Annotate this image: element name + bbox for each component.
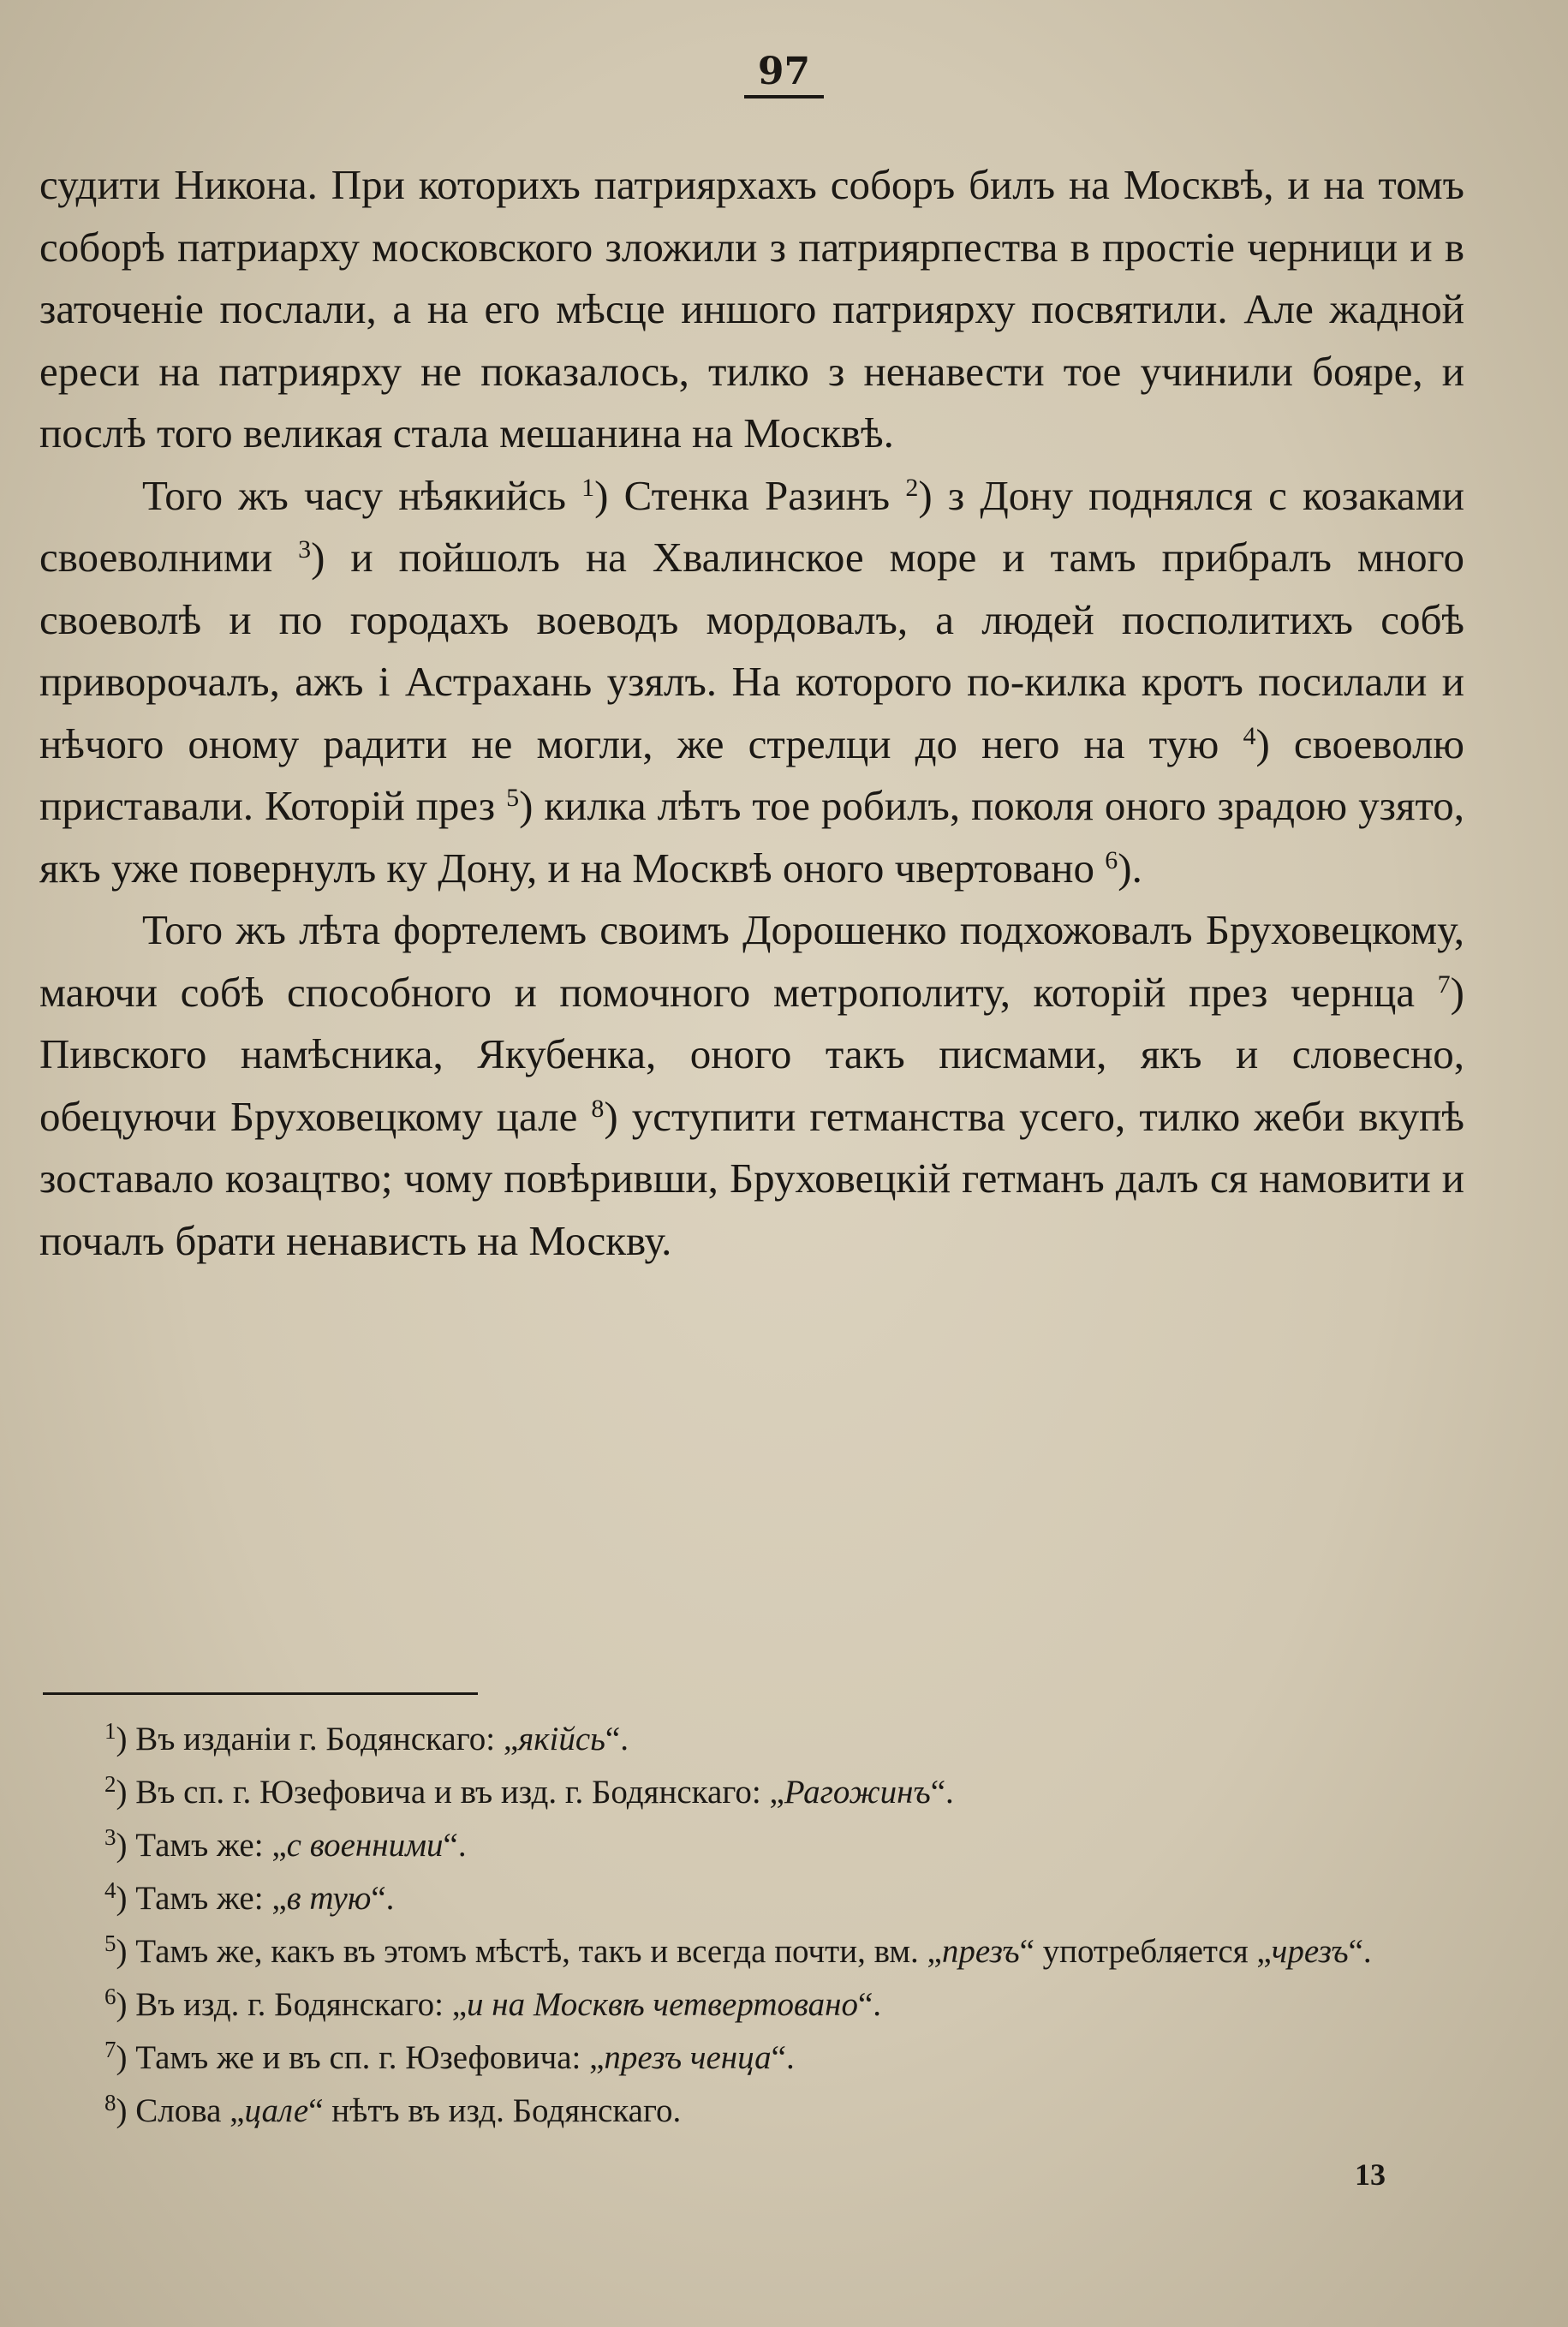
text-run: ) Въ изд. г. Бодянскаго: „: [116, 1986, 467, 2023]
text-run: судити Никона. При которихъ патриярхахъ соборъ билъ на Москвѣ, и на томъ соборѣ патриарху московского зложили з патриярпества в простіе черници и в заточеніе послали, а на его мѣсце иншого патриярху посвятили. Але жадной ереси на патриярху не показалось, тилко з ненавести тое учинили бояре, и послѣ того великая стала мешанина на Москвѣ.: [39, 161, 1464, 456]
footnote: [39, 1872, 1464, 1925]
text-run: Того жъ лѣта фортелемъ своимъ Дорошенко подхожовалъ Бруховецкому, маючи собѣ способного и помочного метрополиту, которій през чернца: [39, 906, 1464, 1016]
footnote-ref: 6: [1105, 845, 1118, 874]
text-run: ) Тамъ же, какъ въ этомъ мѣстѣ, такъ и всегда почти, вм. „: [116, 1933, 942, 1970]
footnote-mark: 7: [104, 2037, 116, 2062]
text-run: “.: [930, 1774, 954, 1811]
text-run: ) Тамъ же: „: [116, 1880, 287, 1917]
footnote-divider: [43, 1692, 478, 1695]
footnote-mark: 1: [104, 1718, 116, 1744]
footnote-ref: 2: [905, 473, 919, 502]
quoted-reading: и на Москвѣ четвертовано: [467, 1986, 858, 2023]
text-run: ) Въ сп. г. Юзефовича и въ изд. г. Бодянскаго: „: [116, 1774, 784, 1811]
quoted-reading: якійсь: [518, 1721, 605, 1757]
text-run: “.: [605, 1721, 629, 1757]
text-run: ) Тамъ же: „: [116, 1827, 287, 1864]
footnote-ref: 3: [298, 535, 312, 564]
quoted-reading: презъ ченца: [604, 2039, 772, 2076]
footnote-mark: 4: [104, 1877, 116, 1903]
text-run: ) своеволю приставали. Которій през: [39, 719, 1465, 829]
quoted-reading: в тую: [286, 1880, 372, 1917]
footnote: [39, 1978, 1464, 2032]
footnote: [39, 1766, 1464, 1819]
quoted-reading: цале: [244, 2092, 309, 2129]
footnotes: [39, 1713, 1464, 2138]
text-run: ) Пивского намѣсника, Якубенка, оного такъ писмами, якъ и словесно, обецуючи Бруховецкому цале: [39, 968, 1464, 1140]
text-run: ) килка лѣтъ тое робилъ, поколя оного зрадою узято, якъ уже повернулъ ку Дону, и на Москвѣ оного чвертовано: [39, 782, 1464, 892]
text-run: ) з Дону поднялся с козаками своеволними: [39, 471, 1464, 581]
footnote-mark: 8: [104, 2090, 116, 2115]
quoted-reading: чрезъ: [1271, 1933, 1349, 1970]
footnote-ref: 7: [1437, 970, 1451, 999]
text-run: ) Въ изданіи г. Бодянскаго: „: [116, 1721, 519, 1757]
page-number: [0, 50, 1568, 93]
footnote: [39, 1925, 1464, 1978]
text-run: ) и пойшолъ на Хвалинское море и тамъ прибралъ много своеволѣ и по городахъ воеводъ мордовалъ, а людей посполитихъ собѣ приворочалъ, ажъ і Астрахань узялъ. На которого по-килка кротъ посилали и нѣчого оному радити не могли, же стрелци до него на тую: [39, 534, 1464, 767]
signature-mark: 13: [1355, 2157, 1386, 2192]
footnote: [39, 1819, 1464, 1872]
page-number-text: 97: [744, 50, 824, 98]
quoted-reading: Рагожинъ: [784, 1774, 931, 1811]
text-run: ) Слова „: [116, 2092, 245, 2129]
paragraph: [39, 154, 1464, 465]
footnote-mark: 2: [104, 1771, 116, 1797]
text-run: ) Стенка Разинъ: [594, 471, 906, 519]
footnote-ref: 8: [591, 1094, 605, 1123]
footnote-mark: 6: [104, 1984, 116, 2009]
text-run: Того жъ часу нѣякийсь: [142, 471, 582, 519]
paragraph: [39, 899, 1464, 1272]
quoted-reading: с военними: [286, 1827, 444, 1864]
footnote-mark: 5: [104, 1930, 116, 1956]
footnote-mark: 3: [104, 1824, 116, 1850]
text-run: “.: [443, 1827, 467, 1864]
text-run: ).: [1118, 844, 1142, 892]
text-run: “.: [371, 1880, 395, 1917]
text-run: ) Тамъ же и въ сп. г. Юзефовича: „: [116, 2039, 605, 2076]
footnote: [39, 2032, 1464, 2085]
text-run: “ нѣтъ въ изд. Бодянскаго.: [308, 2092, 682, 2129]
text-run: “.: [858, 1986, 882, 2023]
footnote: [39, 1713, 1464, 1766]
text-run: “ употребляется „: [1019, 1933, 1272, 1970]
footnote-ref: 1: [581, 473, 595, 502]
footnote-ref: 5: [506, 784, 520, 812]
text-run: “.: [1348, 1933, 1372, 1970]
footnote-ref: 4: [1243, 721, 1256, 750]
text-run: “.: [771, 2039, 795, 2076]
paragraph: [39, 465, 1464, 900]
quoted-reading: презъ: [941, 1933, 1020, 1970]
text-run: ) уступити гетманства усего, тилко жеби вкупѣ зоставало козацтво; чому повѣривши, Бруховецкій гетманъ далъ ся намовити и почалъ брати ненависть на Москву.: [39, 1092, 1464, 1264]
main-text: [39, 154, 1464, 1272]
footnote: [39, 2085, 1464, 2138]
